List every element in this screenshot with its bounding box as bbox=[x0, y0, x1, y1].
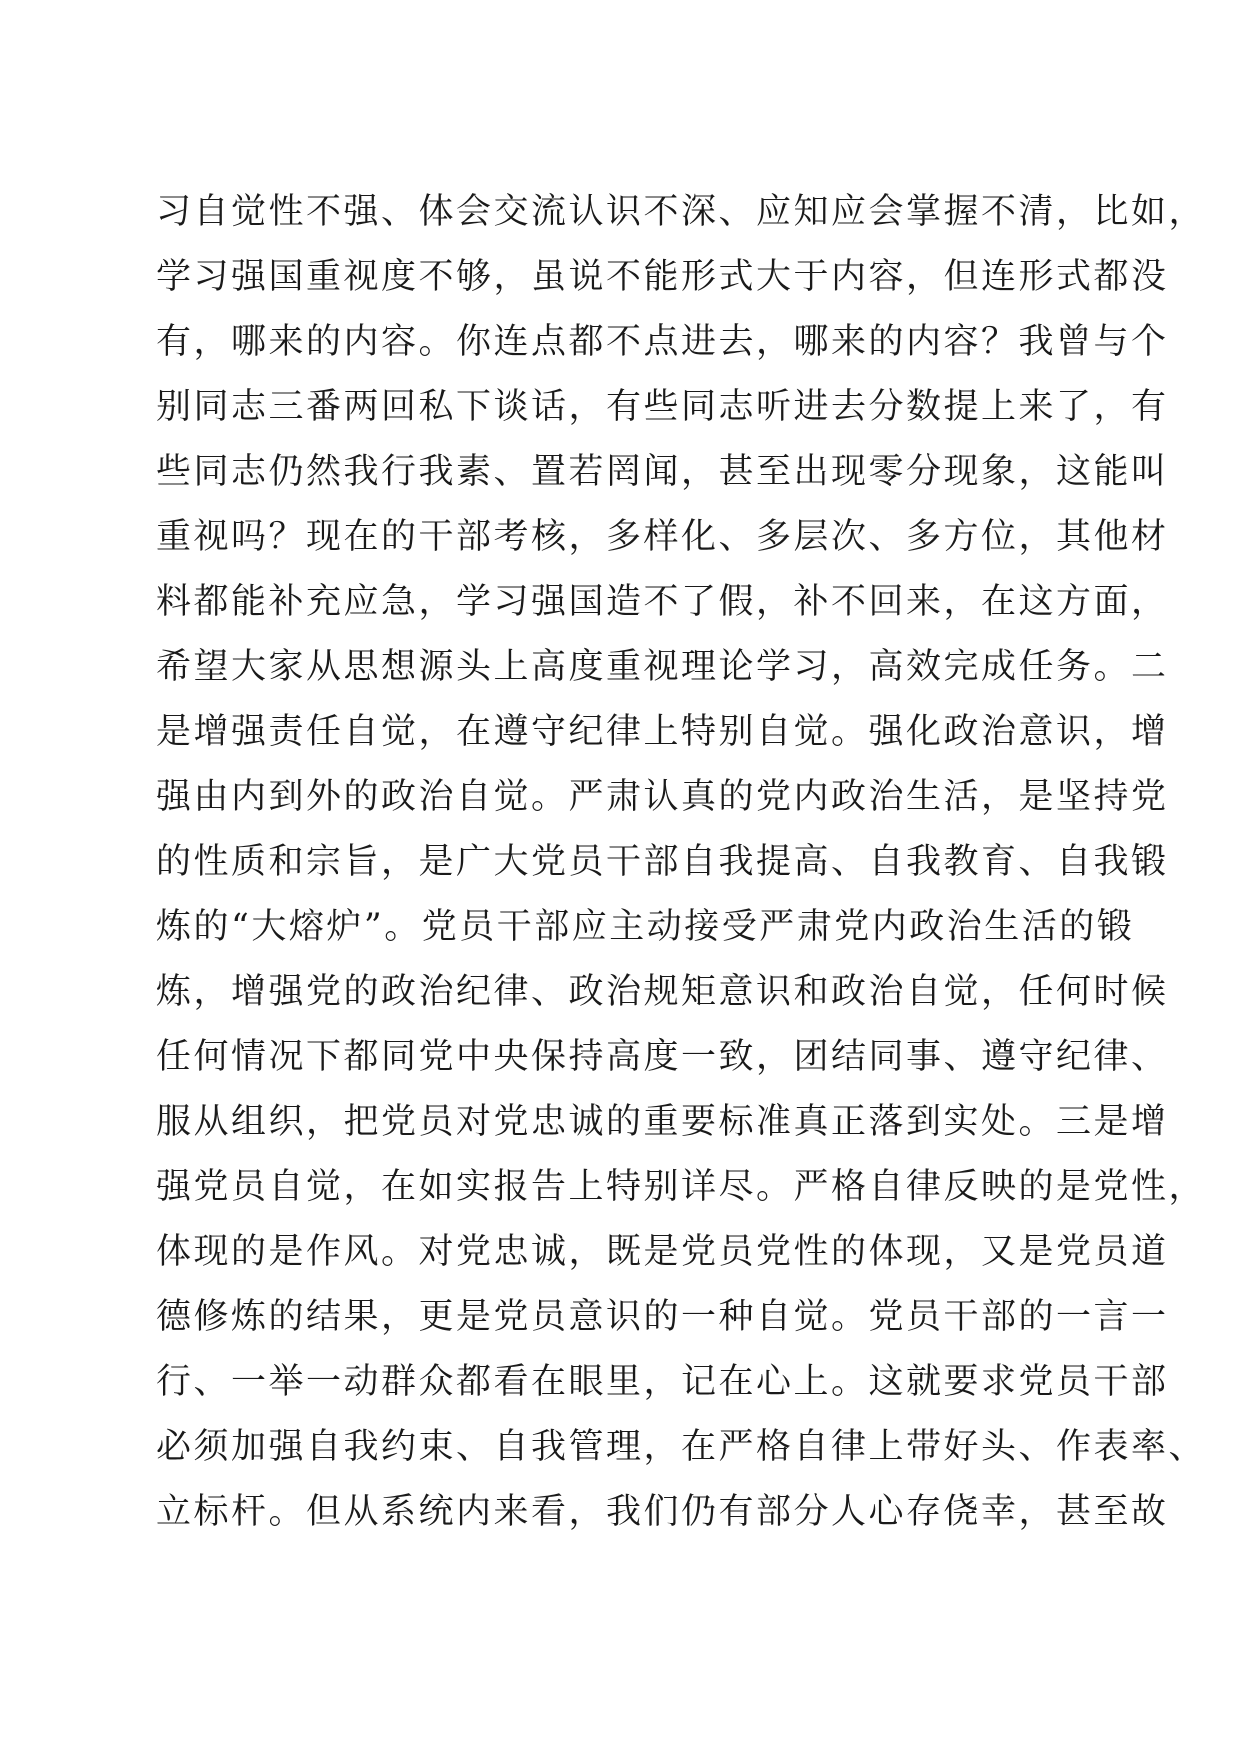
text-line: 料都能补充应急，学习强国造不了假，补不回来，在这方面， bbox=[156, 582, 1169, 622]
text-line: 些同志仍然我行我素、置若罔闻，甚至出现零分现象，这能叫 bbox=[156, 452, 1169, 492]
text-line: 强党员自觉，在如实报告上特别详尽。严格自律反映的是党性， bbox=[156, 1167, 1207, 1207]
text-line: 行、一举一动群众都看在眼里，记在心上。这就要求党员干部 bbox=[156, 1362, 1169, 1402]
text-line: 任何情况下都同党中央保持高度一致，团结同事、遵守纪律、 bbox=[156, 1037, 1169, 1077]
text-line: 必须加强自我约束、自我管理，在严格自律上带好头、作表率、 bbox=[156, 1427, 1207, 1467]
text-line: 别同志三番两回私下谈话，有些同志听进去分数提上来了，有 bbox=[156, 387, 1169, 427]
text-line: 炼，增强党的政治纪律、政治规矩意识和政治自觉，任何时候 bbox=[156, 972, 1169, 1012]
text-line: 强由内到外的政治自觉。严肃认真的党内政治生活，是坚持党 bbox=[156, 777, 1169, 817]
text-line: 学习强国重视度不够，虽说不能形式大于内容，但连形式都没 bbox=[156, 257, 1169, 297]
text-line: 有，哪来的内容。你连点都不点进去，哪来的内容？我曾与个 bbox=[156, 322, 1169, 362]
body-text bbox=[156, 190, 1207, 1555]
text-line: 的性质和宗旨，是广大党员干部自我提高、自我教育、自我锻 bbox=[156, 842, 1169, 882]
text-line: 服从组织，把党员对党忠诚的重要标准真正落到实处。三是增 bbox=[156, 1102, 1169, 1142]
text-line: 是增强责任自觉，在遵守纪律上特别自觉。强化政治意识，增 bbox=[156, 712, 1169, 752]
text-line: 德修炼的结果，更是党员意识的一种自觉。党员干部的一言一 bbox=[156, 1297, 1169, 1337]
text-line: 体现的是作风。对党忠诚，既是党员党性的体现，又是党员道 bbox=[156, 1232, 1169, 1272]
text-line: 希望大家从思想源头上高度重视理论学习，高效完成任务。二 bbox=[156, 647, 1169, 687]
text-line: 习自觉性不强、体会交流认识不深、应知应会掌握不清，比如， bbox=[156, 192, 1207, 232]
text-line: 重视吗？现在的干部考核，多样化、多层次、多方位，其他材 bbox=[156, 517, 1169, 557]
text-line: 立标杆。但从系统内来看，我们仍有部分人心存侥幸，甚至故 bbox=[156, 1492, 1169, 1532]
text-line: 炼的“大熔炉”。党员干部应主动接受严肃党内政治生活的锻 bbox=[156, 907, 1135, 947]
